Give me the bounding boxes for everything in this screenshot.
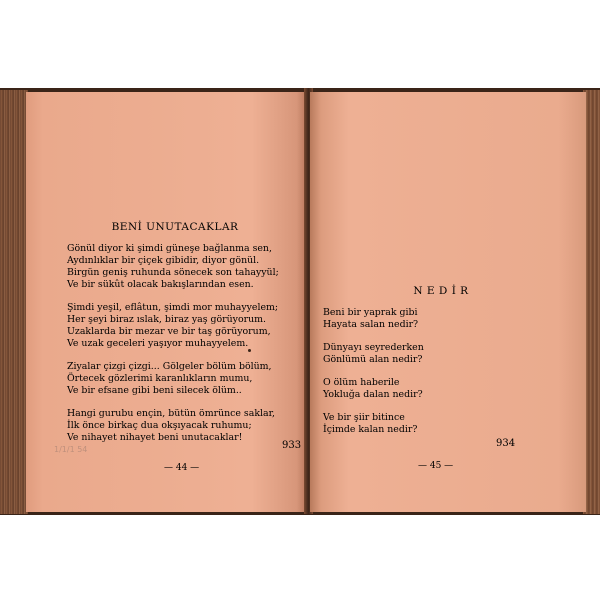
poem-line: Şimdi yeşil, eflâtun, şimdi mor muhayyelem; <box>67 302 279 313</box>
poem-line: Ve bir efsane gibi beni silecek ölüm.. <box>67 385 242 396</box>
poem-title: BENİ UNUTACAKLAR <box>111 221 239 233</box>
poem-line: İçimde kalan nedir? <box>323 424 418 435</box>
folio-number: — 45 — <box>418 461 454 471</box>
poem-line: Ve uzak geceleri yaşıyor muhayyelem. <box>67 338 249 349</box>
poem-line: Uzaklarda bir mezar ve bir taş görüyorum, <box>67 326 271 337</box>
poem-line: Dünyayı seyrederken <box>323 342 424 353</box>
ink-spot <box>248 349 251 352</box>
page-number: 933 <box>282 440 302 451</box>
poem-line: Gönül diyor ki şimdi güneşe bağlanma sen, <box>67 243 272 254</box>
poem-line: O ölüm haberile <box>323 377 400 388</box>
poem-line: Ve nihayet nihayet beni unutacaklar! <box>67 432 243 443</box>
poem-line: İlk önce birkaç dua okşıyacak ruhumu; <box>67 420 252 431</box>
poem-line: Örtecek gözlerimi karanlıkların mumu, <box>67 373 253 384</box>
poem-line: Hangi gurubu ençin, bütün ömrünce saklar, <box>67 408 276 419</box>
page-edges-left <box>0 90 28 514</box>
page-number: 934 <box>496 438 516 449</box>
poem-line: Gönlümü alan nedir? <box>323 354 423 365</box>
folio-number: — 44 — <box>164 463 200 473</box>
poem-line: Aydınlıklar bir çiçek gibidir, diyor gönül. <box>67 255 260 266</box>
poem-line: Ziyalar çizgi çizgi... Gölgeler bölüm bölüm, <box>67 361 272 372</box>
poem-line: Ve bir şiir bitince <box>323 412 405 423</box>
poem-line: Beni bir yaprak gibi <box>323 307 418 318</box>
pencil-mark: 1/1/1 54 <box>54 445 88 454</box>
poem-line: Ve bir sükût olacak bakışlarından esen. <box>67 279 254 290</box>
right-page <box>310 92 586 512</box>
poem-title: N E D İ R <box>413 285 469 297</box>
poem-line: Her şeyi biraz ıslak, biraz yaş görüyorum. <box>67 314 267 325</box>
poem-line: Yokluğa dalan nedir? <box>323 389 423 400</box>
poem-line: Birgün geniş ruhunda sönecek son tahayyül; <box>67 267 279 278</box>
poem-line: Hayata salan nedir? <box>323 319 419 330</box>
